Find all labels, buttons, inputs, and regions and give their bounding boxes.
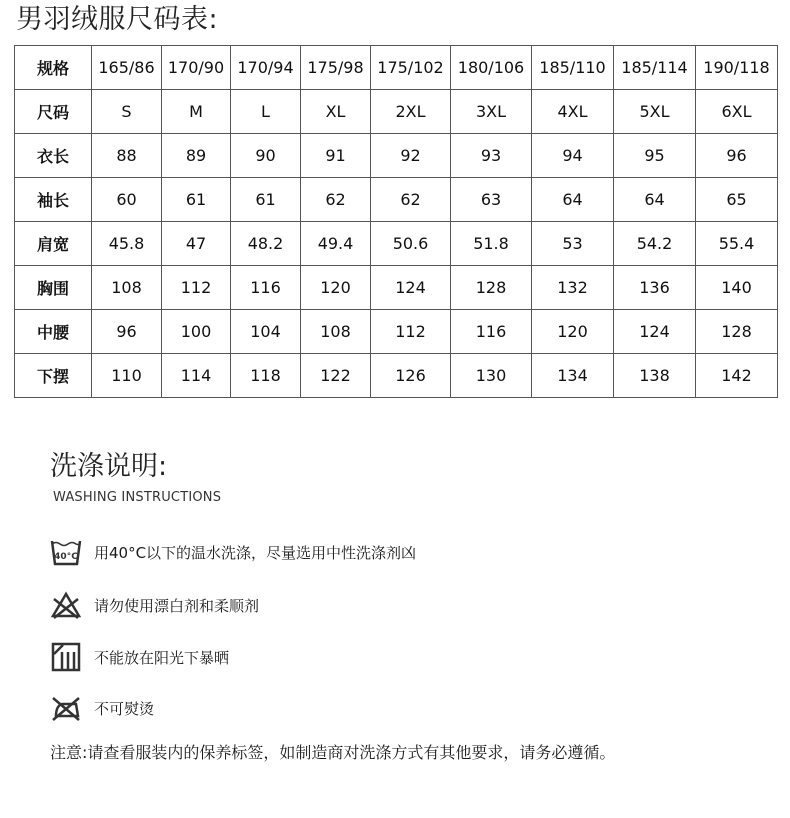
size-row — [15, 134, 778, 178]
size-cell: 124 — [371, 266, 451, 310]
wash-item-temperature — [50, 536, 416, 568]
size-cell: 116 — [231, 266, 301, 310]
size-cell: 116 — [451, 310, 532, 354]
size-cell: 47 — [162, 222, 231, 266]
size-cell: 62 — [371, 178, 451, 222]
size-cell: 64 — [532, 178, 614, 222]
size-cell: 61 — [162, 178, 231, 222]
size-cell: 88 — [92, 134, 162, 178]
size-cell: 93 — [451, 134, 532, 178]
size-cell: 100 — [162, 310, 231, 354]
size-cell: 54.2 — [614, 222, 696, 266]
size-chart-table — [14, 45, 778, 398]
size-cell: 4XL — [532, 90, 614, 134]
size-cell: 175/98 — [301, 46, 371, 90]
row-header: 尺码 — [15, 90, 92, 134]
size-cell: L — [231, 90, 301, 134]
size-cell: 110 — [92, 354, 162, 398]
size-cell: 108 — [301, 310, 371, 354]
wash-item-text: 不能放在阳光下暴晒 — [94, 648, 230, 667]
size-cell: 175/102 — [371, 46, 451, 90]
size-cell: 190/118 — [696, 46, 778, 90]
row-header: 袖长 — [15, 178, 92, 222]
size-row — [15, 222, 778, 266]
size-row — [15, 354, 778, 398]
size-cell: 130 — [451, 354, 532, 398]
wash-item-bleach — [50, 589, 259, 621]
size-cell: 120 — [532, 310, 614, 354]
wash-item-text: 请勿使用漂白剂和柔顺剂 — [94, 596, 260, 615]
row-header: 规格 — [15, 46, 92, 90]
size-cell: S — [92, 90, 162, 134]
size-cell: 6XL — [696, 90, 778, 134]
size-row — [15, 178, 778, 222]
size-cell: 51.8 — [451, 222, 532, 266]
size-cell: M — [162, 90, 231, 134]
size-cell: 108 — [92, 266, 162, 310]
size-cell: 112 — [371, 310, 451, 354]
size-cell: 91 — [301, 134, 371, 178]
size-cell: 3XL — [451, 90, 532, 134]
size-cell: 165/86 — [92, 46, 162, 90]
wash-item-iron — [50, 692, 154, 724]
size-cell: 96 — [696, 134, 778, 178]
size-cell: 138 — [614, 354, 696, 398]
size-cell: 128 — [696, 310, 778, 354]
size-cell: 64 — [614, 178, 696, 222]
washing-subtitle: WASHING INSTRUCTIONS — [53, 490, 222, 505]
wash-40c-icon — [50, 537, 82, 567]
wash-item-text: 不可熨烫 — [94, 699, 155, 718]
size-row — [15, 46, 778, 90]
row-header: 胸围 — [15, 266, 92, 310]
size-cell: 180/106 — [451, 46, 532, 90]
size-cell: 63 — [451, 178, 532, 222]
care-note: 注意:请查看服装内的保养标签，如制造商对洗涤方式有其他要求，请务必遵循。 — [50, 743, 616, 762]
size-cell: 170/90 — [162, 46, 231, 90]
row-header: 中腰 — [15, 310, 92, 354]
size-cell: 61 — [231, 178, 301, 222]
size-cell: 140 — [696, 266, 778, 310]
size-cell: 128 — [451, 266, 532, 310]
size-cell: 5XL — [614, 90, 696, 134]
size-cell: 134 — [532, 354, 614, 398]
size-cell: 62 — [301, 178, 371, 222]
size-cell: 90 — [231, 134, 301, 178]
svg-text:40°C: 40°C — [54, 552, 78, 562]
size-cell: 112 — [162, 266, 231, 310]
size-cell: 122 — [301, 354, 371, 398]
size-cell: 142 — [696, 354, 778, 398]
size-cell: 126 — [371, 354, 451, 398]
size-cell: 94 — [532, 134, 614, 178]
size-cell: 60 — [92, 178, 162, 222]
wash-item-sunlight — [50, 641, 229, 673]
row-header: 肩宽 — [15, 222, 92, 266]
size-cell: XL — [301, 90, 371, 134]
row-header: 下摆 — [15, 354, 92, 398]
size-cell: 136 — [614, 266, 696, 310]
size-row — [15, 90, 778, 134]
size-cell: 185/110 — [532, 46, 614, 90]
size-cell: 170/94 — [231, 46, 301, 90]
size-cell: 49.4 — [301, 222, 371, 266]
size-row — [15, 266, 778, 310]
size-cell: 65 — [696, 178, 778, 222]
size-cell: 95 — [614, 134, 696, 178]
size-chart-title: 男羽绒服尺码表: — [16, 4, 219, 35]
size-cell: 118 — [231, 354, 301, 398]
size-cell: 185/114 — [614, 46, 696, 90]
size-cell: 89 — [162, 134, 231, 178]
size-cell: 96 — [92, 310, 162, 354]
size-cell: 104 — [231, 310, 301, 354]
size-cell: 45.8 — [92, 222, 162, 266]
size-cell: 124 — [614, 310, 696, 354]
no-bleach-icon — [50, 590, 82, 620]
size-cell: 53 — [532, 222, 614, 266]
size-cell: 48.2 — [231, 222, 301, 266]
washing-title: 洗涤说明: — [50, 451, 168, 482]
dry-in-shade-icon — [50, 642, 82, 672]
no-iron-icon — [50, 693, 82, 723]
size-cell: 50.6 — [371, 222, 451, 266]
size-cell: 132 — [532, 266, 614, 310]
size-cell: 92 — [371, 134, 451, 178]
wash-item-text: 用40°C以下的温水洗涤，尽量选用中性洗涤剂凶 — [94, 543, 417, 562]
row-header: 衣长 — [15, 134, 92, 178]
size-row — [15, 310, 778, 354]
size-cell: 120 — [301, 266, 371, 310]
size-cell: 2XL — [371, 90, 451, 134]
size-cell: 55.4 — [696, 222, 778, 266]
size-cell: 114 — [162, 354, 231, 398]
